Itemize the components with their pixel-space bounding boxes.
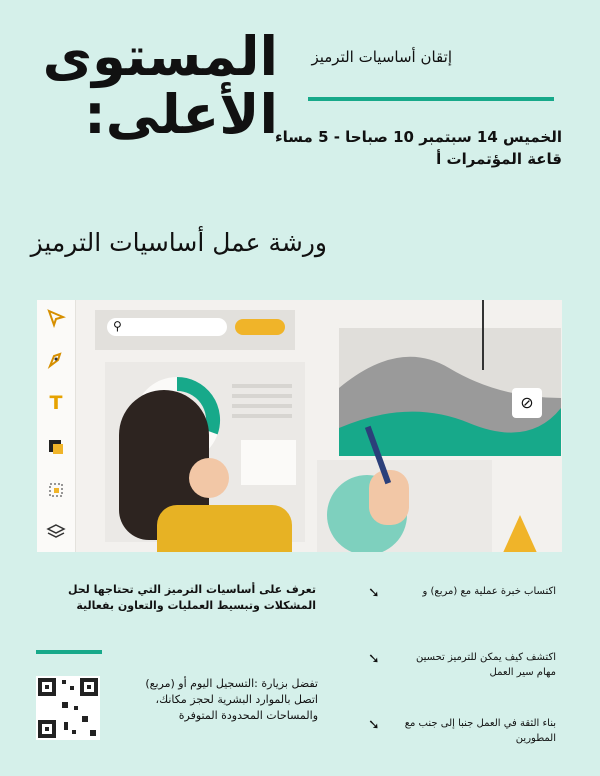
bullet-1-text: اكتساب خبرة عملية مع (مربع) و [422,586,556,597]
search-bar [107,318,227,336]
bullet-1 [368,584,556,601]
cursor-arrow-icon: ➘ [368,651,380,667]
crop-icon [45,480,67,502]
event-subtitle: إتقان أساسيات الترميز [311,48,452,66]
illustration-toolbar [37,300,76,552]
top-divider [308,97,554,101]
workshop-title: ورشة عمل أساسيات الترميز [30,228,327,257]
hero-illustration [37,300,562,552]
pen-icon [45,350,67,372]
learn-description: تعرف على أساسيات الترميز التي تحتاجها لحل المشكلات وتبسيط العمليات والتعاون بفعالية [67,583,316,612]
visit-instructions: تفضل بزيارة :التسجيل اليوم أو (مربع) اتصل بالموارد البشرية لحجز مكانك، والمساحات المحدودة المتوفرة [145,677,318,722]
headline-line-1: المستوى [42,25,278,88]
bullet-3 [368,716,556,746]
search-icon: ⚲ [113,319,122,333]
headline-line-2: الأعلى: [84,83,278,146]
person-jacket [157,505,292,552]
note-icon [45,436,67,458]
text-icon: T [49,392,63,414]
cursor-arrow-icon: ➘ [368,585,380,601]
bullet-3-text: بناء الثقة في العمل جنبا إلى جنب مع المطورين [404,718,556,744]
eye-off-icon: ⊘ [512,388,542,418]
person-face [189,458,229,498]
event-room: قاعة المؤتمرات أ [436,150,562,168]
layers-icon [45,522,67,544]
bullet-2 [368,650,556,680]
search-button [235,319,285,335]
signature-note [241,440,296,485]
event-date: الخميس 14 سبتمبر 10 صباحا - 5 مساء [274,128,562,146]
bullet-2-text: اكتشف كيف يمكن للترميز تحسين مهام سير العمل [416,652,556,678]
qr-code [36,676,100,740]
yellow-triangle [502,515,538,552]
pointer-icon [45,308,67,330]
guide-line [482,300,484,370]
bottom-divider [36,650,102,654]
cursor-arrow-icon: ➘ [368,717,380,733]
headline [18,25,278,146]
